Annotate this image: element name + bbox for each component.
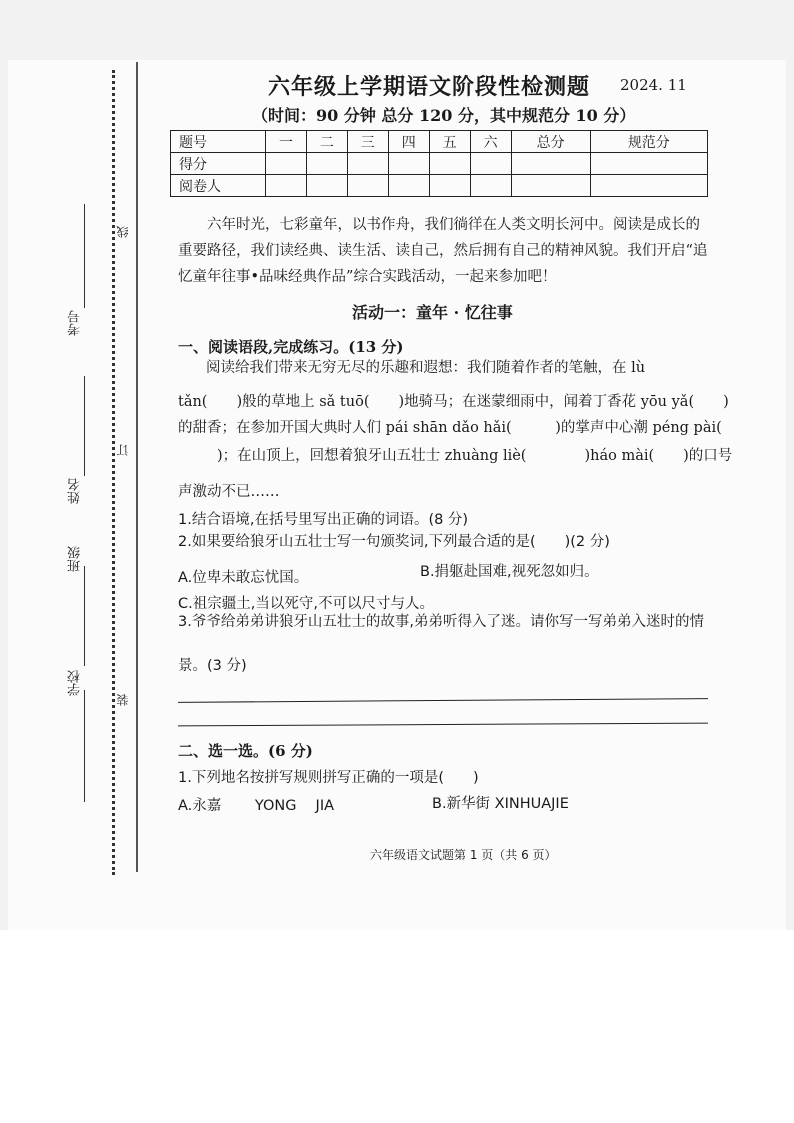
score-cell[interactable]	[306, 153, 347, 175]
score-table	[170, 130, 708, 197]
score-cell[interactable]	[590, 153, 707, 175]
section-two-heading: 二、选一选。(6 分)	[178, 742, 313, 760]
score-col-header: 三	[347, 131, 388, 153]
grader-cell[interactable]	[388, 175, 429, 197]
score-cell[interactable]	[266, 153, 307, 175]
score-col-header: 题号	[171, 131, 266, 153]
option-c: C.祖宗疆土,当以死守,不可以尺寸与人。	[178, 596, 434, 612]
activity-one-heading: 活动一：童年 · 忆往事	[352, 303, 513, 322]
binding-dotted-line	[112, 70, 115, 875]
exam-title: 六年级上学期语文阶段性检测题	[268, 74, 591, 100]
exam-no-blank[interactable]	[84, 204, 85, 308]
option-a: A.位卑未敢忘忧国。	[178, 570, 309, 586]
score-cell[interactable]	[429, 153, 470, 175]
grader-cell[interactable]	[429, 175, 470, 197]
class-label: 班级	[68, 546, 83, 572]
score-col-header: 规范分	[590, 131, 707, 153]
grader-cell[interactable]	[306, 175, 347, 197]
score-col-header: 总分	[511, 131, 590, 153]
exam-no-label: 考号	[68, 310, 83, 336]
binding-mark-line: 线	[116, 226, 130, 238]
reading-line: 阅读给我们带来无穷无尽的乐趣和遐想：我们随着作者的笔触，在 lù	[206, 360, 646, 376]
reading-line: 声激动不已……	[178, 484, 280, 500]
question-1-1: 1.结合语境,在括号里写出正确的词语。(8 分)	[178, 512, 469, 528]
binding-mark-zhuang: 装	[116, 694, 130, 706]
page-footer: 六年级语文试题第 1 页（共 6 页）	[370, 848, 557, 862]
question-1-3-cont: 景。(3 分)	[178, 658, 247, 674]
class-blank[interactable]	[84, 566, 85, 666]
score-col-header: 四	[388, 131, 429, 153]
grader-cell[interactable]	[590, 175, 707, 197]
school-label: 学校	[68, 670, 83, 696]
option-b: B.捐躯赴国难,视死忽如归。	[420, 564, 599, 580]
school-blank[interactable]	[84, 690, 85, 802]
grader-row-label: 阅卷人	[171, 175, 266, 197]
option-b: B.新华街 XINHUAJIE	[432, 796, 569, 812]
grader-cell[interactable]	[511, 175, 590, 197]
option-a: A.永嘉 YONG JIA	[178, 798, 335, 814]
grader-cell[interactable]	[347, 175, 388, 197]
score-col-header: 六	[470, 131, 511, 153]
exam-date: 2024. 11	[620, 76, 687, 94]
score-cell[interactable]	[511, 153, 590, 175]
score-table-header-row	[171, 131, 708, 153]
score-col-header: 五	[429, 131, 470, 153]
reading-line: tǎn( )般的草地上 sǎ tuō( )地骑马；在迷蒙细雨中，闻着丁香花 yōu yǎ( )	[178, 394, 729, 410]
score-cell[interactable]	[388, 153, 429, 175]
name-label: 姓名	[68, 478, 83, 504]
score-col-header: 一	[266, 131, 307, 153]
question-2-1: 1.下列地名按拼写规则拼写正确的一项是( )	[178, 770, 479, 786]
question-1-3: 3.爷爷给弟弟讲狼牙山五壮士的故事,弟弟听得入了迷。请你写一写弟弟入迷时的情	[178, 614, 704, 630]
grader-row	[171, 175, 708, 197]
page-bottom-margin	[0, 930, 794, 1123]
section-one-heading: 一、阅读语段,完成练习。(13 分)	[178, 338, 404, 356]
score-cell[interactable]	[347, 153, 388, 175]
intro-paragraph: 六年时光，七彩童年，以书作舟，我们徜徉在人类文明长河中。阅读是成长的重要路径，我们读经典、读生活、读自己，然后拥有自己的精神风貌。我们开启“追忆童年往事•品味经典作品”综合实践活动，一起来参加吧！	[178, 217, 708, 285]
grader-cell[interactable]	[266, 175, 307, 197]
reading-line: 的甜香；在参加开国大典时人们 pái shān dǎo hǎi( )的掌声中心潮 péng pài(	[178, 420, 722, 436]
grader-cell[interactable]	[470, 175, 511, 197]
score-row	[171, 153, 708, 175]
question-1-2: 2.如果要给狼牙山五壮士写一句颁奖词,下列最合适的是( )(2 分)	[178, 534, 610, 550]
binding-solid-line	[136, 62, 138, 872]
score-row-label: 得分	[171, 153, 266, 175]
reading-line: )；在山顶上，回想着狼牙山五壮士 zhuàng liè( )háo mài( )的口号	[188, 448, 733, 464]
score-cell[interactable]	[470, 153, 511, 175]
name-blank[interactable]	[84, 376, 85, 476]
exam-subtitle: （时间：90 分钟 总分 120 分，其中规范分 10 分）	[252, 106, 636, 125]
score-col-header: 二	[306, 131, 347, 153]
binding-mark-ding: 订	[116, 444, 130, 456]
